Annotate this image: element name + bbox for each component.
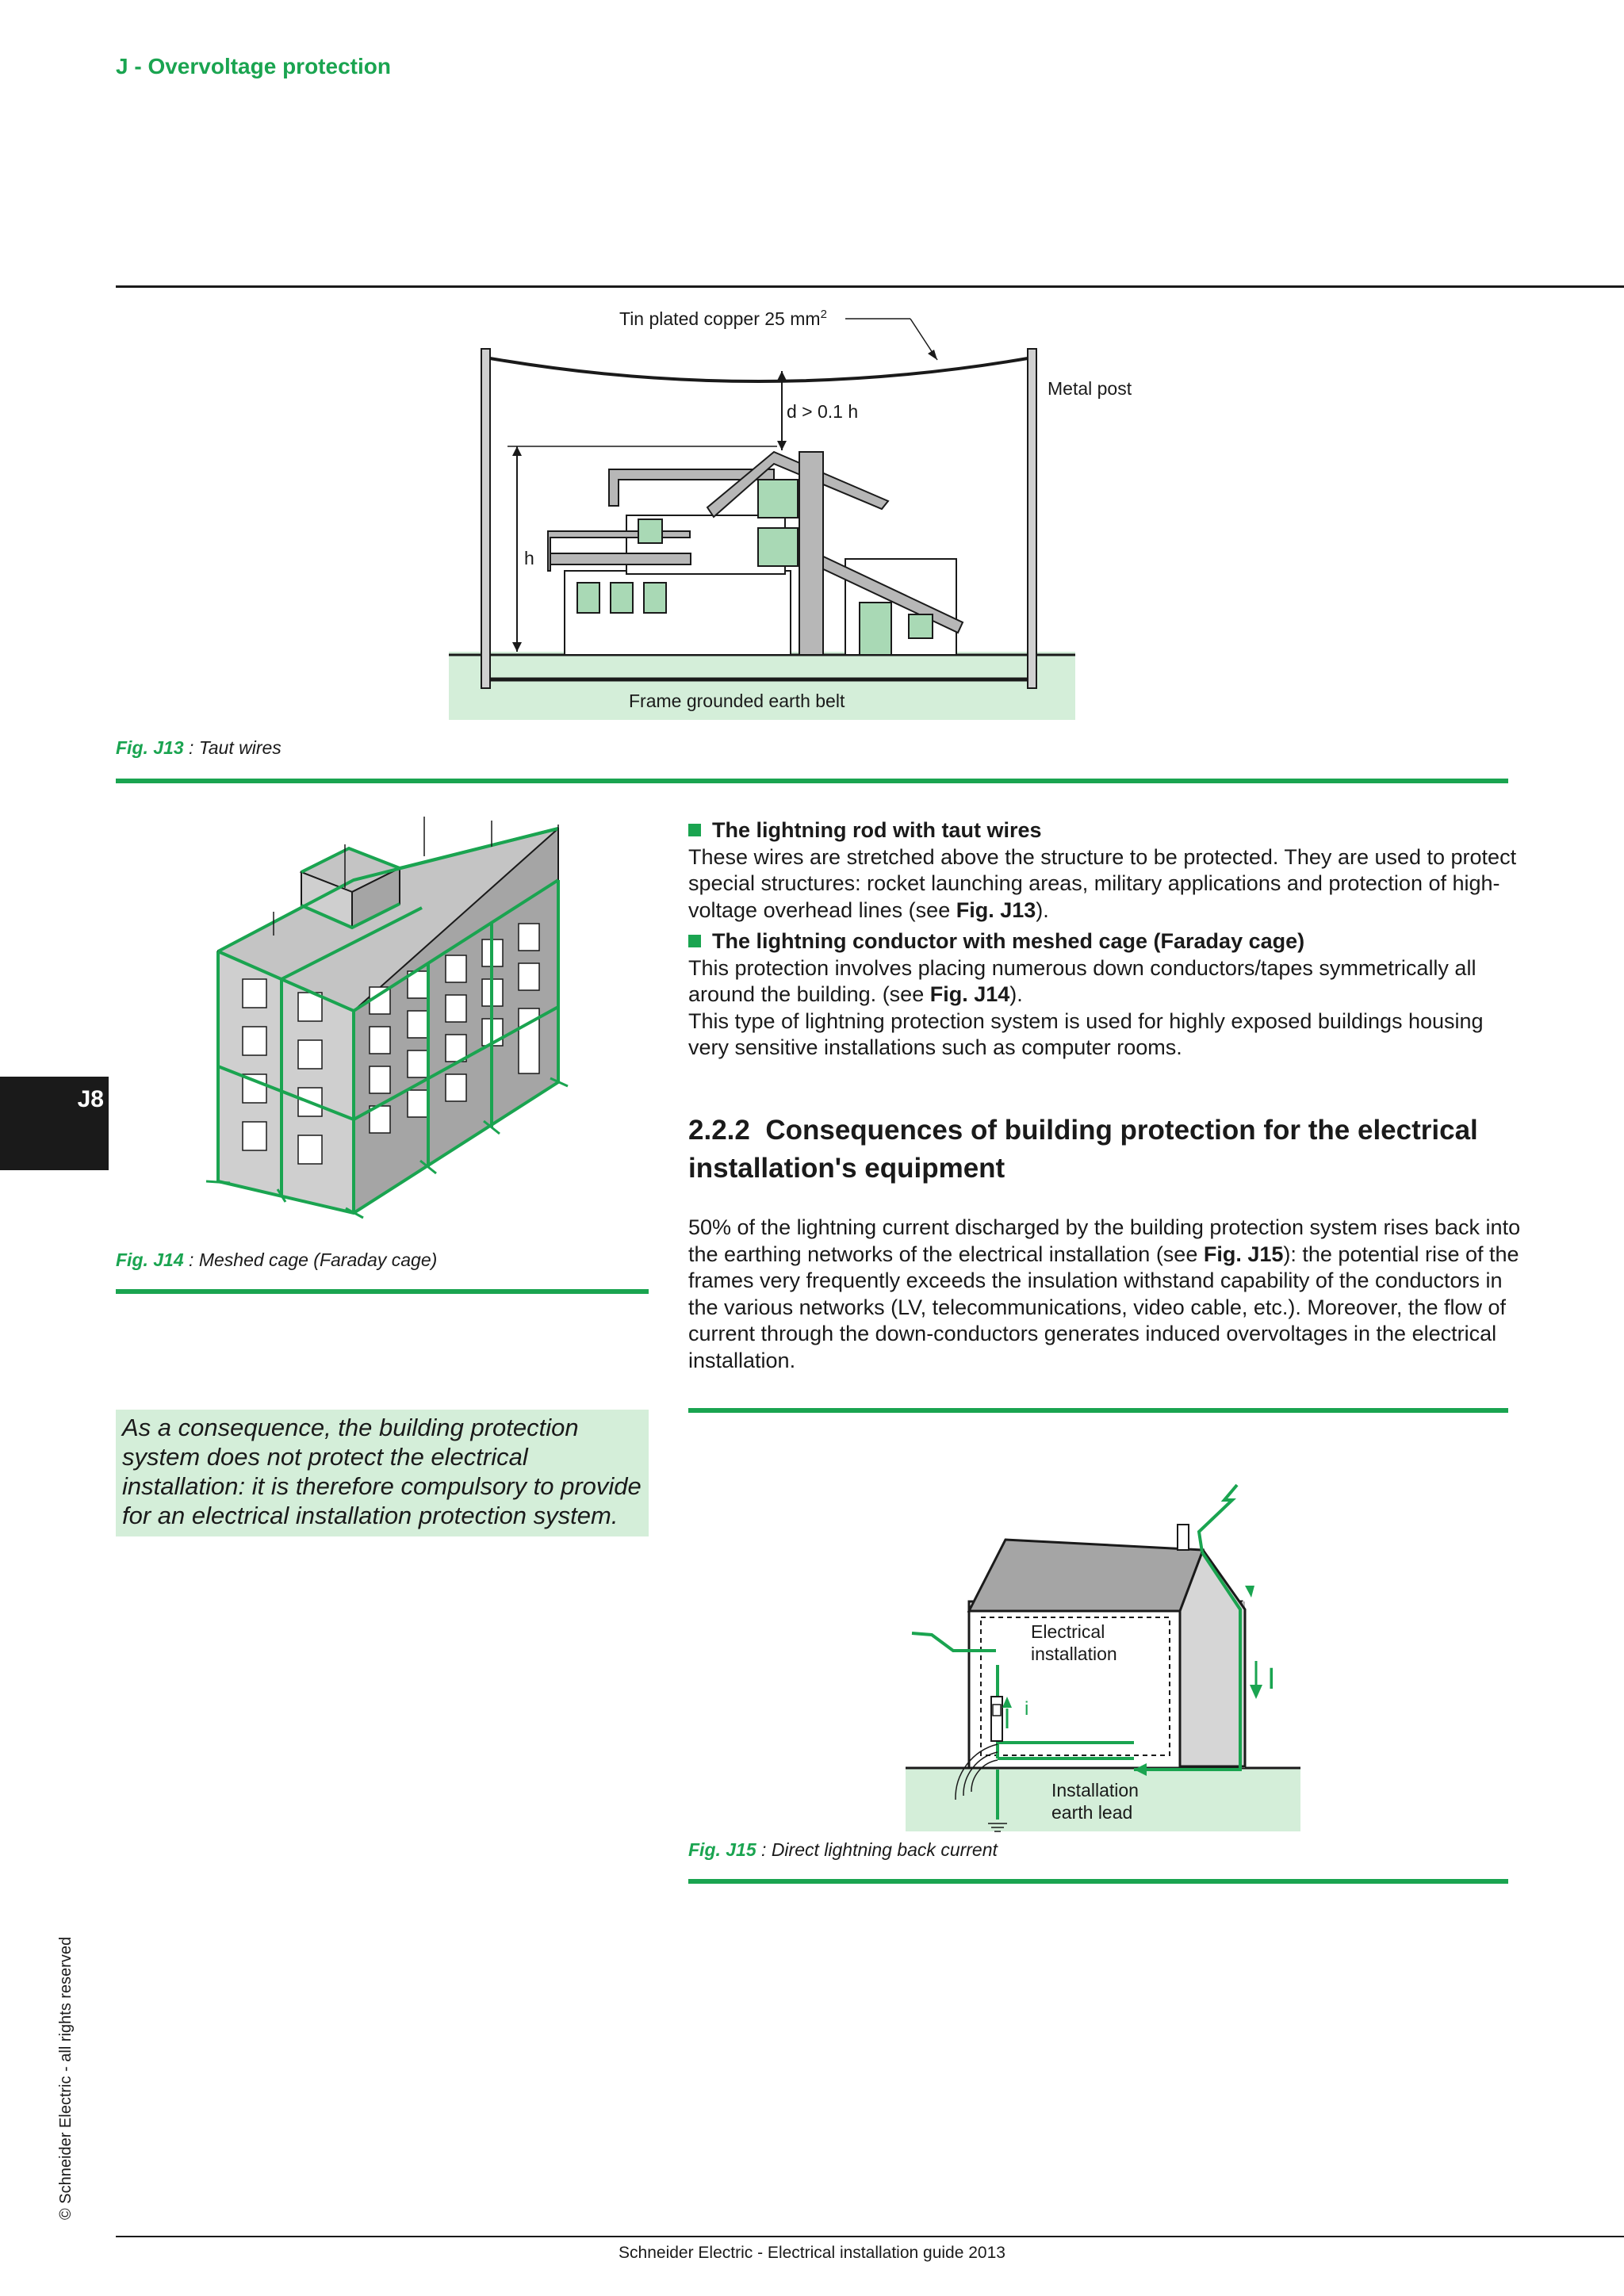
fig15-divider: [688, 1879, 1508, 1884]
label-electrical-installation-2: installation: [1031, 1644, 1117, 1664]
footer-divider: [116, 2236, 1624, 2237]
label-current-I: I: [1267, 1663, 1276, 1696]
bullet-extra-text: This type of lightning protection system is used for highly exposed buildings housing very sensitive installations such as computer rooms.: [688, 1008, 1484, 1059]
bullet-item: The lightning rod with taut wires: [688, 817, 1521, 844]
fig13-divider: [116, 779, 1508, 783]
page-header: J - Overvoltage protection: [116, 54, 391, 78]
taut-wire: [490, 358, 1028, 381]
label-earth-lead-1: Installation: [1051, 1780, 1139, 1800]
metal-post-left: [481, 349, 490, 688]
bullet-square-icon: [688, 935, 701, 947]
bullet-item: The lightning conductor with meshed cage (Faraday cage): [688, 928, 1521, 955]
label-height: h: [524, 548, 534, 568]
label-electrical-installation-1: Electrical: [1031, 1621, 1105, 1642]
bullet-text: This protection involves placing numerous down conductors/tapes symmetrically all around the building. (see Fig. J14).: [688, 955, 1477, 1006]
label-distance: d > 0.1 h: [787, 401, 859, 422]
page-footer: Schneider Electric - Electrical installation guide 2013: [619, 2244, 1005, 2262]
copyright-notice: © Schneider Electric - all rights reserved: [57, 1936, 75, 2220]
label-metal-post: Metal post: [1048, 378, 1132, 399]
fig14-caption: Fig. J14 : Meshed cage (Faraday cage): [116, 1249, 438, 1270]
section-divider: [688, 1408, 1508, 1413]
fig14-divider: [116, 1289, 649, 1294]
label-earth-lead-2: earth lead: [1051, 1802, 1133, 1823]
bullet-list: [688, 817, 1521, 1062]
back-current-diagram: [896, 1443, 1308, 1839]
taut-wires-diagram: [428, 301, 1174, 729]
page-tab: J8: [0, 1077, 109, 1170]
bullet-text: These wires are stretched above the structure to be protected. They are used to protect special structures: rocket launching areas, military applications and protection of high-voltage overhead lines (see Fig. J13).: [688, 844, 1517, 922]
label-current-i: i: [1025, 1698, 1029, 1720]
label-earth-belt: Frame grounded earth belt: [629, 691, 845, 711]
faraday-cage-diagram: [190, 809, 603, 1237]
bullet-square-icon: [688, 824, 701, 836]
header-divider: [116, 285, 1624, 288]
metal-post-right: [1028, 349, 1036, 688]
house: [548, 452, 963, 655]
label-copper: Tin plated copper 25 $mm^2$: [619, 308, 827, 329]
fig13-caption: Fig. J13 : Taut wires: [116, 737, 282, 758]
consequence-note: As a consequence, the building protection system does not protect the electrical installation: it is therefore compulsory to provide for an electrical installation protection system.: [116, 1410, 649, 1536]
fig15-caption: Fig. J15 : Direct lightning back current: [688, 1839, 998, 1860]
section-heading: 2.2.2 Consequences of building protection for the electrical installation's equipment: [688, 1115, 1478, 1184]
section-paragraph: 50% of the lightning current discharged by the building protection system rises back into the earthing networks of the electrical installation (see Fig. J15): the potential rise of the frames very frequently exceeds the insulation withstand capability of the conductors in the various networks (LV, telecommunications, video cable, etc.). Moreover, the flow of current through the down-conductors generates induced overvoltages in the electrical installation.: [688, 1215, 1521, 1372]
